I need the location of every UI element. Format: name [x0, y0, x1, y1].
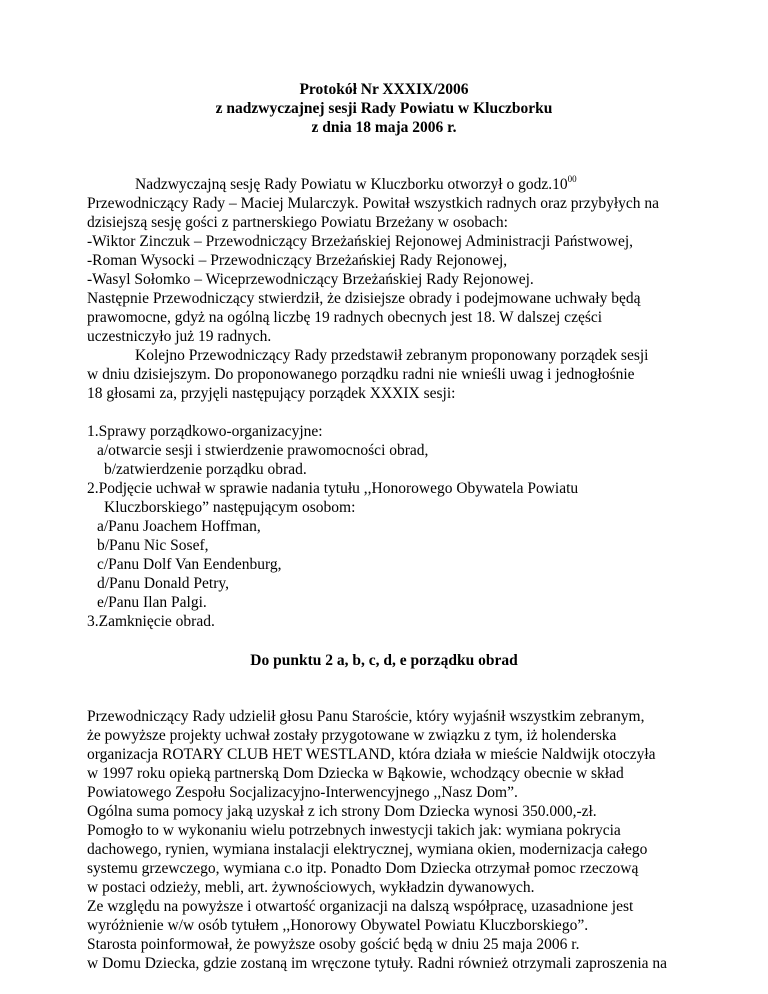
- body-line-14: w Domu Dziecka, gdzie zostaną im wręczone tytuły. Radni również otrzymali zaproszenia na: [87, 955, 668, 972]
- document-title-session: z nadzwyczajnej sesji Rady Powiatu w Kluczborku: [215, 100, 553, 117]
- intro-opening-time-minutes: 00: [567, 173, 577, 184]
- guest-wysocki: -Roman Wysocki – Przewodniczący Brzeżańskiej Rady Rejonowej,: [87, 252, 508, 269]
- intro-line-11: w dniu dzisiejszym. Do proponowanego porządku radni nie wnieśli uwag i jednogłośnie: [87, 366, 635, 383]
- intro-line-3: dzisiejszą sesję gości z partnerskiego Powiatu Brzeżany w osobach:: [87, 214, 508, 231]
- agenda-item-2d: d/Panu Donald Petry,: [97, 575, 230, 592]
- section-heading: Do punktu 2 a, b, c, d, e porządku obrad: [250, 652, 518, 669]
- intro-line-7: Następnie Przewodniczący stwierdził, że dzisiejsze obrady i podejmowane uchwały będą: [87, 290, 641, 307]
- agenda-item-2a: a/Panu Joachem Hoffman,: [97, 518, 261, 535]
- agenda-item-1a: a/otwarcie sesji i stwierdzenie prawomocności obrad,: [97, 442, 429, 459]
- agenda-item-2c: c/Panu Dolf Van Eendenburg,: [97, 556, 282, 573]
- intro-line-8: prawomocne, gdyż na ogólną liczbę 19 radnych obecnych jest 18. W dalszej części: [87, 309, 603, 326]
- agenda-item-3: 3.Zamknięcie obrad.: [87, 613, 215, 630]
- agenda-item-2b: b/Panu Nic Sosef,: [97, 537, 209, 554]
- body-line-2: że powyższe projekty uchwał zostały przygotowane w związku z tym, iż holenderska: [87, 727, 617, 744]
- guest-solomko: -Wasyl Sołomko – Wiceprzewodniczący Brzeżańskiej Rady Rejonowej.: [87, 271, 534, 288]
- intro-opening-line: [135, 173, 577, 194]
- agenda-item-2: 2.Podjęcie uchwał w sprawie nadania tytułu ,,Honorowego Obywatela Powiatu: [87, 480, 579, 497]
- body-line-11: Ze względu na powyższe i otwartość organizacji na dalszą współpracę, uzasadnione jest: [87, 898, 634, 915]
- body-line-4: w 1997 roku opieką partnerską Dom Dziecka w Bąkowie, wchodzący obecnie w skład: [87, 765, 624, 782]
- intro-line-12: 18 głosami za, przyjęli następujący porządek XXXIX sesji:: [87, 385, 456, 402]
- body-line-9: systemu grzewczego, wymiana c.o itp. Ponadto Dom Dziecka otrzymał pomoc rzeczową: [87, 860, 639, 877]
- agenda-item-2e: e/Panu Ilan Palgi.: [97, 594, 207, 611]
- document-title-date: z dnia 18 maja 2006 r.: [311, 119, 457, 136]
- body-line-8: dachowego, rynien, wymiana instalacji elektrycznej, wymiana okien, modernizacja całego: [87, 841, 648, 858]
- intro-opening-text: Nadzwyczajną sesję Rady Powiatu w Kluczborku otworzył o godz.10: [135, 176, 568, 193]
- document-title-number: Protokół Nr XXXIX/2006: [299, 81, 469, 98]
- body-line-6: Ogólna suma pomocy jaką uzyskał z ich strony Dom Dziecka wynosi 350.000,-zł.: [87, 803, 597, 820]
- intro-line-9: uczestniczyło już 19 radnych.: [87, 328, 272, 345]
- body-line-1: Przewodniczący Rady udzielił głosu Panu Staroście, który wyjaśnił wszystkim zebranym,: [87, 708, 645, 725]
- body-line-13: Starosta poinformował, że powyższe osoby gościć będą w dniu 25 maja 2006 r.: [87, 936, 580, 953]
- intro-line-2: Przewodniczący Rady – Maciej Mularczyk. Powitał wszystkich radnych oraz przybyłych na: [87, 195, 660, 212]
- body-line-5: Powiatowego Zespołu Socjalizacyjno-Interwencyjnego ,,Nasz Dom”.: [87, 784, 518, 801]
- intro-line-10: Kolejno Przewodniczący Rady przedstawił zebranym proponowany porządek sesji: [135, 347, 649, 364]
- body-line-7: Pomogło to w wykonaniu wielu potrzebnych inwestycji takich jak: wymiana pokrycia: [87, 822, 621, 839]
- body-line-10: w postaci odzieży, mebli, art. żywnościowych, wykładzin dywanowych.: [87, 879, 535, 896]
- body-line-12: wyróżnienie w/w osób tytułem ,,Honorowy Obywatel Powiatu Kluczborskiego”.: [87, 917, 589, 934]
- agenda-item-1: 1.Sprawy porządkowo-organizacyjne:: [87, 423, 323, 440]
- body-line-3: organizacja ROTARY CLUB HET WESTLAND, która działa w mieście Naldwijk otoczyła: [87, 746, 656, 763]
- guest-zinczuk: -Wiktor Zinczuk – Przewodniczący Brzeżańskiej Rejonowej Administracji Państwowej,: [87, 233, 634, 250]
- agenda-item-1b: b/zatwierdzenie porządku obrad.: [104, 461, 307, 478]
- agenda-item-2-continued: Kluczborskiego” następującym osobom:: [104, 499, 356, 516]
